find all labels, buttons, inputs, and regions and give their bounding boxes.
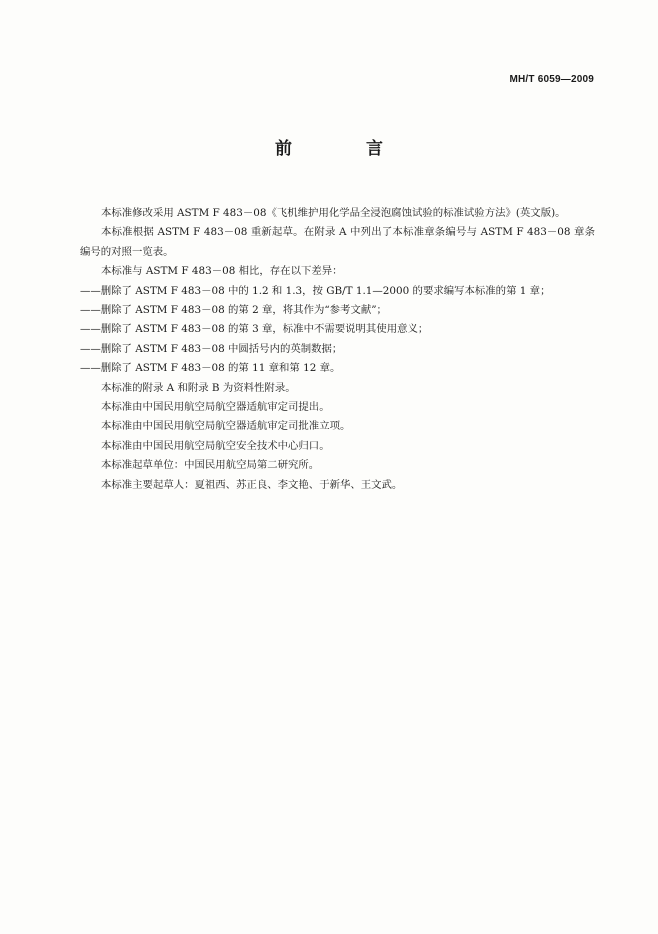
differences-list bbox=[80, 282, 595, 379]
page-title: 前 言 bbox=[275, 139, 417, 159]
paragraph-adoption: 本标准修改采用 ASTM F 483－08《飞机维护用化学品全浸泡腐蚀试验的标准试验方法》(英文版)。 bbox=[101, 207, 566, 219]
paragraph-redrafting: 本标准根据 ASTM F 483－08 重新起草。在附录 A 中列出了本标准章条编号与 ASTM F 483－08 章条编号的对照一览表。 bbox=[80, 226, 595, 258]
difference-item: ——删除了 ASTM F 483－08 的第 11 章和第 12 章。 bbox=[80, 362, 341, 375]
paragraph-differences-intro: 本标准与 ASTM F 483－08 相比，存在以下差异： bbox=[101, 265, 343, 278]
difference-item: ——删除了 ASTM F 483－08 中圆括号内的英制数据； bbox=[80, 342, 343, 355]
paragraph-drafting-unit: 本标准起草单位：中国民用航空局第二研究所。 bbox=[101, 459, 320, 472]
difference-item: ——删除了 ASTM F 483－08 中的 1.2 和 1.3，按 GB/T 1.1—2000 的要求编写本标准的第 1 章； bbox=[80, 284, 551, 297]
difference-item: ——删除了 ASTM F 483－08 的第 3 章，标准中不需要说明其使用意义； bbox=[80, 323, 429, 336]
paragraph-drafters: 本标准主要起草人：夏祖西、苏正良、李文艳、于新华、王文武。 bbox=[101, 478, 403, 491]
difference-item: ——删除了 ASTM F 483－08 的第 2 章，将其作为“参考文献”； bbox=[80, 304, 387, 317]
paragraph-managed-by: 本标准由中国民用航空局航空安全技术中心归口。 bbox=[101, 439, 330, 452]
paragraph-proposed-by: 本标准由中国民用航空局航空器适航审定司提出。 bbox=[101, 401, 330, 414]
paragraph-approved-by: 本标准由中国民用航空局航空器适航审定司批准立项。 bbox=[101, 420, 351, 433]
paragraph-appendices: 本标准的附录 A 和附录 B 为资料性附录。 bbox=[101, 381, 296, 394]
standard-code: MH/T 6059—2009 bbox=[509, 74, 594, 85]
foreword-body bbox=[80, 204, 595, 495]
